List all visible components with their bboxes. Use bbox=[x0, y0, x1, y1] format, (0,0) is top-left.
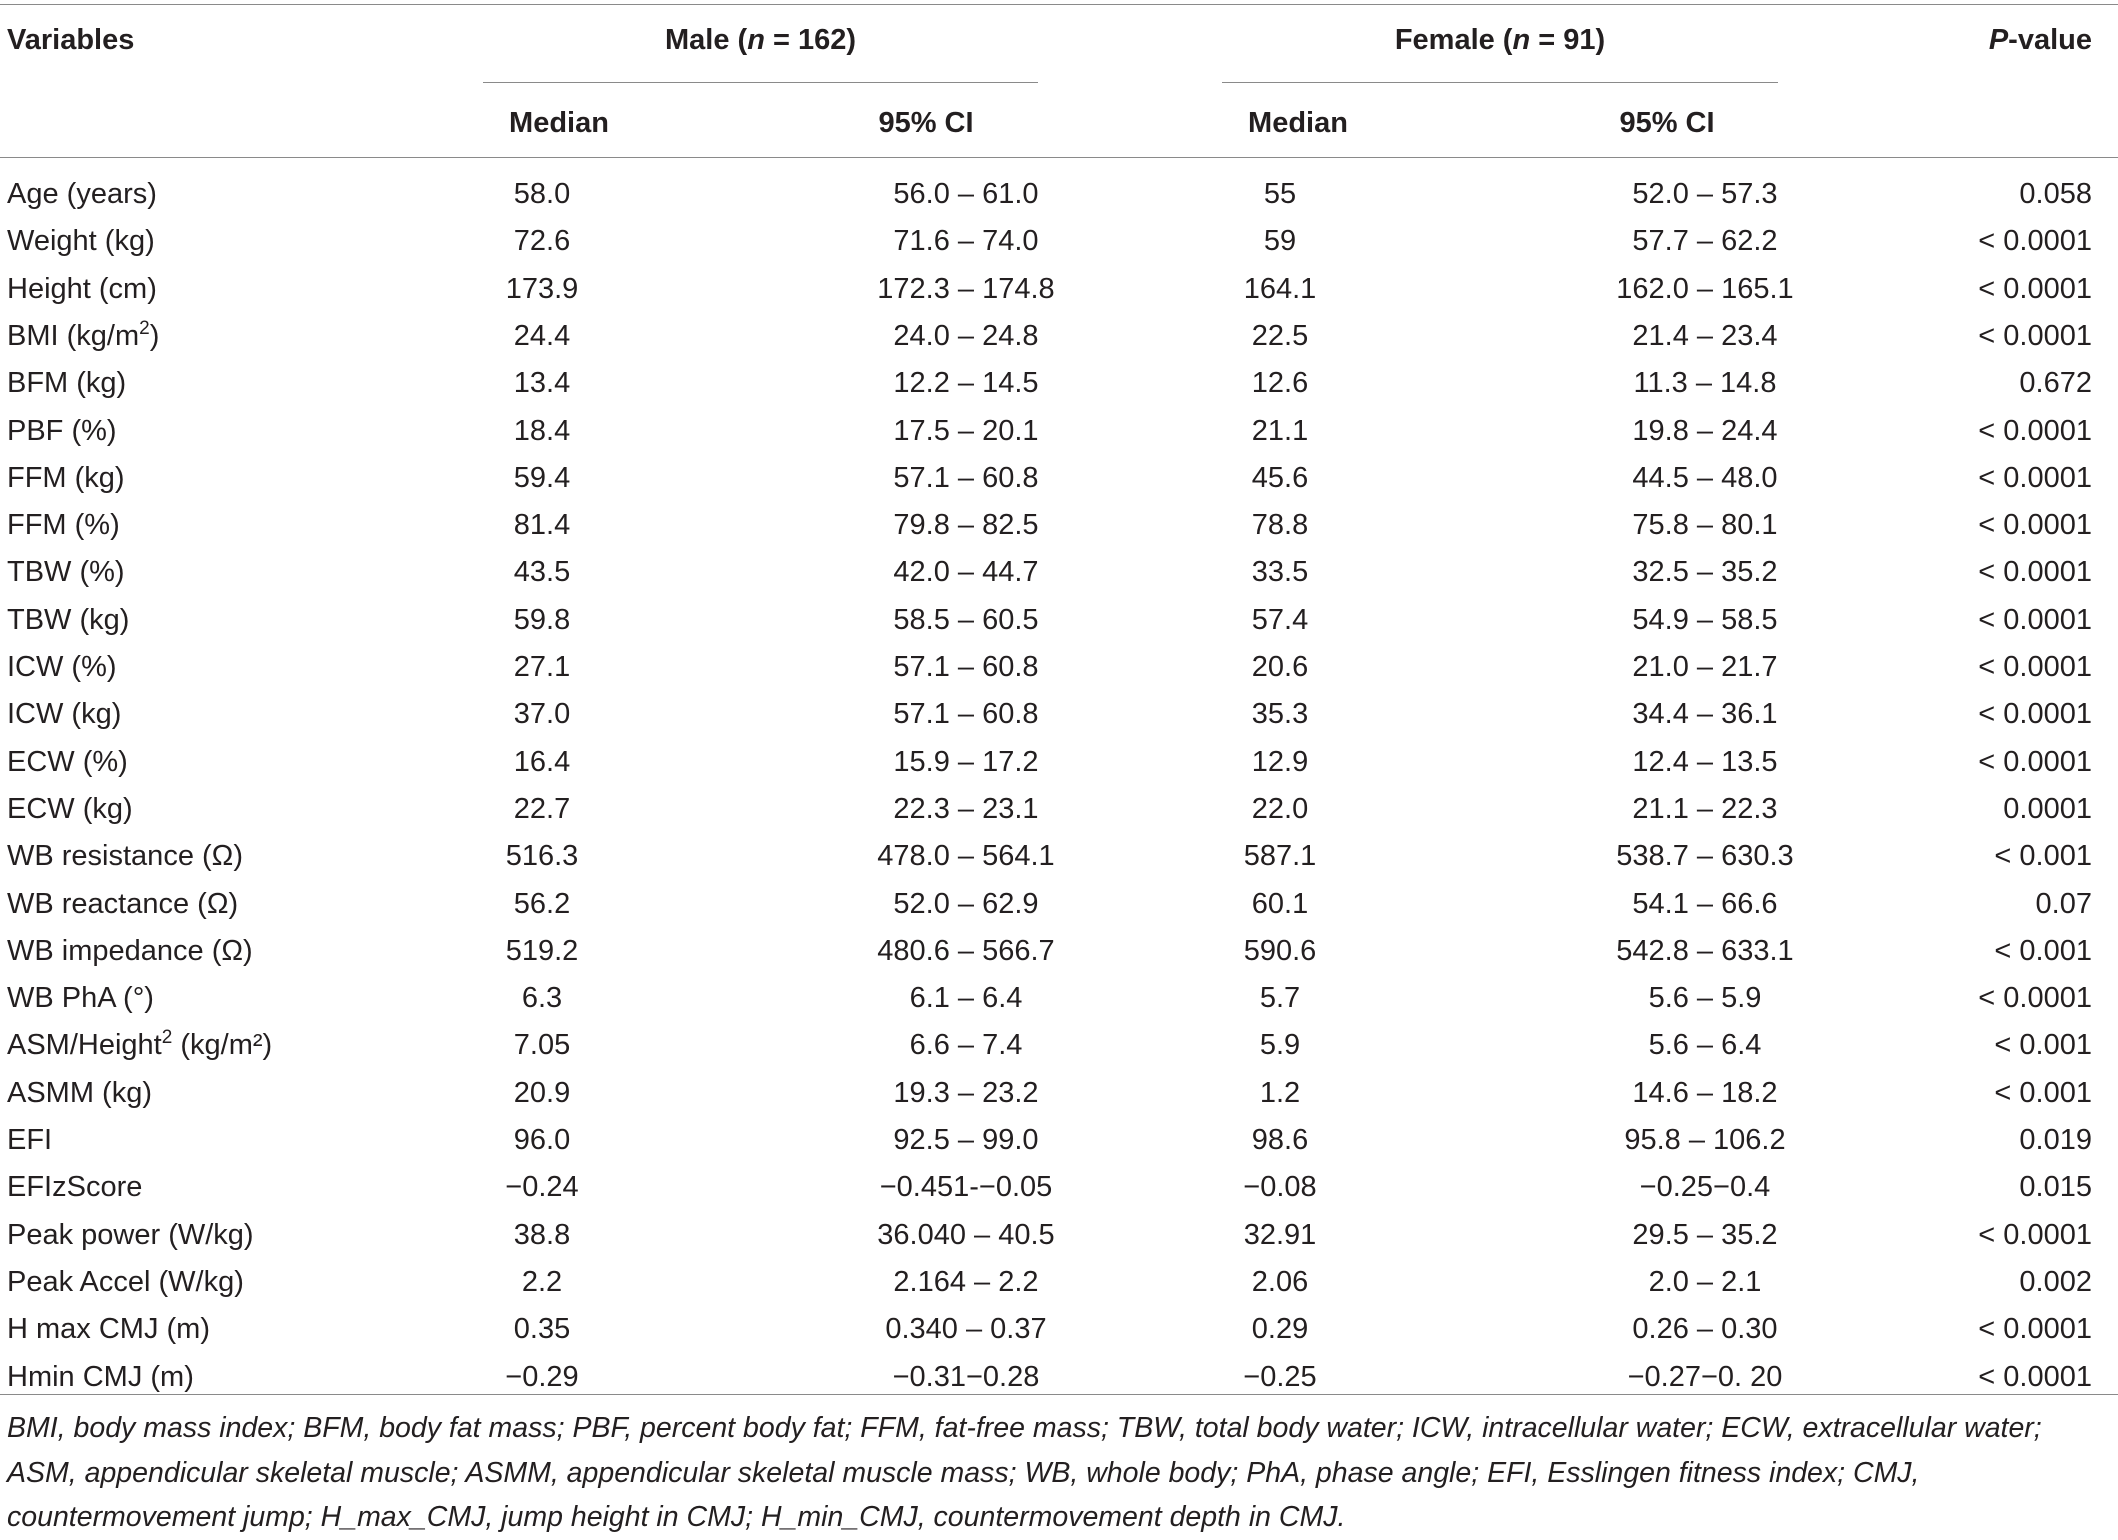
male-ci-cell: 12.2 – 14.5 bbox=[893, 367, 1039, 399]
female-ci-cell: 14.6 – 18.2 bbox=[1632, 1077, 1778, 1109]
female-ci-cell: 57.7 – 62.2 bbox=[1632, 225, 1778, 257]
variable-label: WB reactance (Ω) bbox=[7, 888, 239, 920]
male-median-cell: 37.0 bbox=[513, 698, 571, 730]
variable-label: EFIzScore bbox=[7, 1171, 143, 1203]
female-ci-cell: 44.5 – 48.0 bbox=[1632, 462, 1778, 494]
female-ci-cell: 0.26 – 0.30 bbox=[1632, 1313, 1778, 1345]
male-ci-header: 95% CI bbox=[878, 107, 974, 139]
pvalue-cell: < 0.001 bbox=[1994, 935, 2092, 967]
variable-label: FFM (%) bbox=[7, 509, 120, 541]
male-median-cell: 6.3 bbox=[521, 982, 563, 1014]
female-median-cell: 35.3 bbox=[1251, 698, 1309, 730]
male-ci-cell: 24.0 – 24.8 bbox=[893, 320, 1039, 352]
female-median-cell: 32.91 bbox=[1243, 1219, 1317, 1251]
female-ci-cell: 5.6 – 5.9 bbox=[1648, 982, 1762, 1014]
female-median-cell: 22.0 bbox=[1251, 793, 1309, 825]
pvalue-cell: < 0.001 bbox=[1994, 1029, 2092, 1061]
pvalue-cell: < 0.0001 bbox=[1978, 746, 2092, 778]
female-ci-cell: 21.4 – 23.4 bbox=[1632, 320, 1778, 352]
male-median-header: Median bbox=[509, 107, 609, 139]
pvalue-cell: 0.058 bbox=[2019, 178, 2092, 210]
female-median-header: Median bbox=[1248, 107, 1348, 139]
table-bottom-rule bbox=[0, 1394, 2118, 1395]
variable-label: WB resistance (Ω) bbox=[7, 840, 243, 872]
male-ci-cell: −0.31−0.28 bbox=[892, 1361, 1040, 1393]
female-median-cell: 5.7 bbox=[1259, 982, 1301, 1014]
variable-label: ECW (%) bbox=[7, 746, 128, 778]
female-ci-cell: 52.0 – 57.3 bbox=[1632, 178, 1778, 210]
female-ci-cell: 75.8 – 80.1 bbox=[1632, 509, 1778, 541]
pvalue-cell: < 0.0001 bbox=[1978, 462, 2092, 494]
female-median-cell: 2.06 bbox=[1251, 1266, 1309, 1298]
male-ci-cell: −0.451-−0.05 bbox=[879, 1171, 1053, 1203]
male-median-cell: 18.4 bbox=[513, 415, 571, 447]
pvalue-cell: 0.07 bbox=[2035, 888, 2092, 920]
male-ci-cell: 42.0 – 44.7 bbox=[893, 556, 1039, 588]
male-ci-cell: 2.164 – 2.2 bbox=[893, 1266, 1039, 1298]
variable-label: ICW (%) bbox=[7, 651, 117, 683]
male-ci-cell: 57.1 – 60.8 bbox=[893, 698, 1039, 730]
male-ci-cell: 478.0 – 564.1 bbox=[877, 840, 1055, 872]
male-ci-cell: 52.0 – 62.9 bbox=[893, 888, 1039, 920]
male-ci-cell: 6.6 – 7.4 bbox=[909, 1029, 1023, 1061]
variable-label: BFM (kg) bbox=[7, 367, 127, 399]
variable-label: FFM (kg) bbox=[7, 462, 125, 494]
variable-label: Peak power (W/kg) bbox=[7, 1219, 254, 1251]
male-median-cell: 24.4 bbox=[513, 320, 571, 352]
pvalue-cell: < 0.0001 bbox=[1978, 604, 2092, 636]
pvalue-cell: < 0.0001 bbox=[1978, 651, 2092, 683]
female-ci-cell: 542.8 – 633.1 bbox=[1616, 935, 1794, 967]
variable-label: TBW (%) bbox=[7, 556, 125, 588]
male-median-cell: 59.4 bbox=[513, 462, 571, 494]
female-ci-cell: 11.3 – 14.8 bbox=[1633, 367, 1777, 399]
pvalue-cell: 0.672 bbox=[2019, 367, 2092, 399]
variable-label: BMI $(kg/m^2)$ bbox=[7, 318, 160, 352]
female-median-cell: 0.29 bbox=[1251, 1313, 1309, 1345]
female-ci-cell: 2.0 – 2.1 bbox=[1648, 1266, 1762, 1298]
male-ci-cell: 22.3 – 23.1 bbox=[893, 793, 1039, 825]
pvalue-cell: < 0.0001 bbox=[1978, 320, 2092, 352]
male-ci-cell: 172.3 – 174.8 bbox=[877, 273, 1055, 305]
female-median-cell: 57.4 bbox=[1251, 604, 1309, 636]
variable-label: EFI bbox=[7, 1124, 53, 1156]
female-median-cell: 5.9 bbox=[1259, 1029, 1301, 1061]
male-median-cell: 519.2 bbox=[505, 935, 579, 967]
male-median-cell: 2.2 bbox=[521, 1266, 563, 1298]
variable-label: Age (years) bbox=[7, 178, 157, 210]
female-group-header: Female (n = 91) bbox=[1394, 24, 1606, 56]
female-median-cell: −0.08 bbox=[1243, 1171, 1317, 1203]
variable-label: ASMM (kg) bbox=[7, 1077, 152, 1109]
female-ci-cell: 5.6 – 6.4 bbox=[1648, 1029, 1762, 1061]
variable-label: ICW (kg) bbox=[7, 698, 122, 730]
male-ci-cell: 57.1 – 60.8 bbox=[893, 651, 1039, 683]
male-median-cell: 173.9 bbox=[505, 273, 579, 305]
variable-label: H max CMJ (m) bbox=[7, 1313, 210, 1345]
female-ci-cell: 19.8 – 24.4 bbox=[1632, 415, 1778, 447]
variable-label: ECW (kg) bbox=[7, 793, 133, 825]
female-median-cell: 587.1 bbox=[1243, 840, 1317, 872]
male-median-cell: 0.35 bbox=[513, 1313, 571, 1345]
female-ci-cell: 12.4 – 13.5 bbox=[1632, 746, 1778, 778]
male-ci-cell: 36.040 – 40.5 bbox=[877, 1219, 1055, 1251]
male-ci-cell: 92.5 – 99.0 bbox=[893, 1124, 1039, 1156]
pvalue-cell: < 0.0001 bbox=[1978, 982, 2092, 1014]
variable-label: WB PhA (°) bbox=[7, 982, 154, 1014]
female-ci-cell: 538.7 – 630.3 bbox=[1616, 840, 1794, 872]
female-median-cell: 12.6 bbox=[1251, 367, 1309, 399]
male-median-cell: 72.6 bbox=[513, 225, 571, 257]
male-median-cell: −0.24 bbox=[505, 1171, 579, 1203]
male-median-cell: 43.5 bbox=[513, 556, 571, 588]
female-median-cell: 45.6 bbox=[1251, 462, 1309, 494]
pvalue-cell: < 0.0001 bbox=[1978, 698, 2092, 730]
variable-label: WB impedance (Ω) bbox=[7, 935, 253, 967]
male-group-rule bbox=[483, 82, 1038, 83]
pvalue-cell: < 0.001 bbox=[1994, 840, 2092, 872]
pvalue-cell: < 0.0001 bbox=[1978, 1313, 2092, 1345]
pvalue-header: P-value bbox=[1988, 24, 2092, 56]
female-ci-cell: 95.8 – 106.2 bbox=[1624, 1124, 1786, 1156]
female-ci-cell: 32.5 – 35.2 bbox=[1632, 556, 1778, 588]
male-median-cell: 96.0 bbox=[513, 1124, 571, 1156]
variable-label: Height (cm) bbox=[7, 273, 157, 305]
male-median-cell: 56.2 bbox=[513, 888, 571, 920]
pvalue-cell: 0.019 bbox=[2019, 1124, 2092, 1156]
female-ci-cell: 21.1 – 22.3 bbox=[1632, 793, 1778, 825]
male-median-cell: 27.1 bbox=[513, 651, 571, 683]
male-ci-cell: 0.340 – 0.37 bbox=[885, 1313, 1047, 1345]
male-ci-cell: 15.9 – 17.2 bbox=[893, 746, 1039, 778]
variable-label: Hmin CMJ (m) bbox=[7, 1361, 194, 1393]
male-median-cell: 20.9 bbox=[513, 1077, 571, 1109]
pvalue-cell: < 0.0001 bbox=[1978, 225, 2092, 257]
female-median-cell: −0.25 bbox=[1243, 1361, 1317, 1393]
variable-label: Weight (kg) bbox=[7, 225, 155, 257]
table-footnote: BMI, body mass index; BFM, body fat mass; PBF, percent body fat; FFM, fat-free mass; TBW, total body water; ICW, intracellular water; ECW, extracellular water; ASM, appendicular skeletal muscle; ASMM, appendicular skeletal muscle mass; WB, whole body; PhA, phase angle; EFI, Esslingen fitness index; CMJ, countermovement jump; H_max_CMJ, jump height in CMJ; H_min_CMJ, countermovement depth in CMJ. bbox=[7, 1412, 2042, 1533]
male-median-cell: 59.8 bbox=[513, 604, 571, 636]
female-median-cell: 60.1 bbox=[1251, 888, 1309, 920]
female-median-cell: 59 bbox=[1263, 225, 1297, 257]
female-median-cell: 22.5 bbox=[1251, 320, 1309, 352]
header-bottom-rule bbox=[0, 157, 2118, 158]
male-median-cell: 22.7 bbox=[513, 793, 571, 825]
pvalue-cell: 0.002 bbox=[2019, 1266, 2092, 1298]
pvalue-cell: < 0.001 bbox=[1994, 1077, 2092, 1109]
variable-label: Peak Accel (W/kg) bbox=[7, 1266, 244, 1298]
male-group-header: Male (n = 162) bbox=[665, 24, 856, 56]
male-median-cell: 7.05 bbox=[513, 1029, 571, 1061]
female-group-rule bbox=[1222, 82, 1778, 83]
female-median-cell: 590.6 bbox=[1243, 935, 1317, 967]
male-ci-cell: 57.1 – 60.8 bbox=[893, 462, 1039, 494]
female-median-cell: 12.9 bbox=[1251, 746, 1309, 778]
female-ci-cell: 54.1 – 66.6 bbox=[1632, 888, 1778, 920]
pvalue-cell: < 0.0001 bbox=[1978, 273, 2092, 305]
pvalue-cell: < 0.0001 bbox=[1978, 415, 2092, 447]
male-ci-cell: 56.0 – 61.0 bbox=[893, 178, 1039, 210]
top-rule bbox=[0, 4, 2118, 5]
female-ci-cell: 162.0 – 165.1 bbox=[1616, 273, 1794, 305]
variable-label: PBF (%) bbox=[7, 415, 117, 447]
male-median-cell: 58.0 bbox=[513, 178, 571, 210]
female-ci-cell: 54.9 – 58.5 bbox=[1632, 604, 1778, 636]
female-ci-cell: 21.0 – 21.7 bbox=[1632, 651, 1778, 683]
male-median-cell: −0.29 bbox=[505, 1361, 579, 1393]
male-ci-cell: 58.5 – 60.5 bbox=[893, 604, 1039, 636]
female-median-cell: 21.1 bbox=[1251, 415, 1309, 447]
female-ci-cell: −0.25−0.4 bbox=[1639, 1171, 1771, 1203]
male-ci-cell: 480.6 – 566.7 bbox=[877, 935, 1055, 967]
male-ci-cell: 17.5 – 20.1 bbox=[893, 415, 1039, 447]
pvalue-cell: 0.0001 bbox=[2003, 793, 2092, 825]
male-ci-cell: 6.1 – 6.4 bbox=[909, 982, 1023, 1014]
male-ci-cell: 19.3 – 23.2 bbox=[893, 1077, 1039, 1109]
female-median-cell: 98.6 bbox=[1251, 1124, 1309, 1156]
female-median-cell: 78.8 bbox=[1251, 509, 1309, 541]
pvalue-cell: < 0.0001 bbox=[1978, 509, 2092, 541]
female-median-cell: 164.1 bbox=[1243, 273, 1317, 305]
pvalue-cell: < 0.0001 bbox=[1978, 1219, 2092, 1251]
pvalue-cell: 0.015 bbox=[2019, 1171, 2092, 1203]
male-median-cell: 516.3 bbox=[505, 840, 579, 872]
male-median-cell: 38.8 bbox=[513, 1219, 571, 1251]
pvalue-cell: < 0.0001 bbox=[1978, 1361, 2092, 1393]
variables-header: Variables bbox=[7, 24, 135, 56]
variable-label: TBW (kg) bbox=[7, 604, 130, 636]
female-ci-cell: 29.5 – 35.2 bbox=[1632, 1219, 1778, 1251]
female-median-cell: 55 bbox=[1263, 178, 1297, 210]
pvalue-cell: < 0.0001 bbox=[1978, 556, 2092, 588]
female-median-cell: 33.5 bbox=[1251, 556, 1309, 588]
variable-label: ASM/Height$^2$ (kg/m²) bbox=[7, 1027, 273, 1061]
female-median-cell: 20.6 bbox=[1251, 651, 1309, 683]
male-median-cell: 81.4 bbox=[513, 509, 571, 541]
male-ci-cell: 71.6 – 74.0 bbox=[893, 225, 1039, 257]
male-median-cell: 16.4 bbox=[513, 746, 571, 778]
female-median-cell: 1.2 bbox=[1259, 1077, 1301, 1109]
female-ci-header: 95% CI bbox=[1619, 107, 1715, 139]
male-median-cell: 13.4 bbox=[513, 367, 571, 399]
female-ci-cell: 34.4 – 36.1 bbox=[1632, 698, 1778, 730]
male-ci-cell: 79.8 – 82.5 bbox=[893, 509, 1039, 541]
female-ci-cell: −0.27−0. 20 bbox=[1627, 1361, 1783, 1393]
